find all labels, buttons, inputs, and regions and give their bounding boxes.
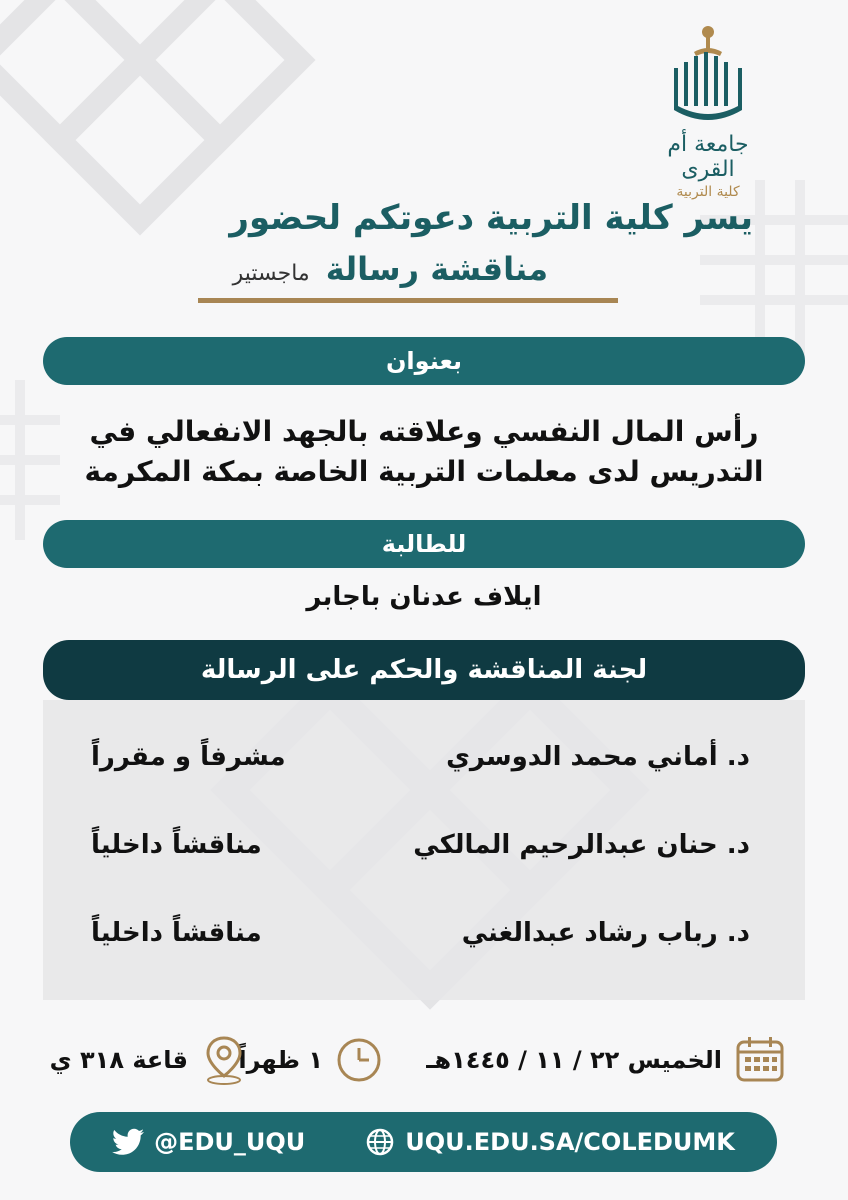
time-text: ١ ظهراً: [238, 1046, 323, 1074]
committee-list: [43, 700, 805, 1000]
defense-type: مناقشة رسالة: [325, 250, 548, 288]
member-name: د. رباب رشاد عبدالغني: [461, 918, 750, 948]
globe-icon: [365, 1127, 395, 1157]
twitter-handle[interactable]: [112, 1128, 305, 1156]
member-role: مناقشاً داخلياً: [91, 918, 262, 948]
location-pin-icon: [200, 1034, 248, 1086]
university-logo: [638, 18, 778, 200]
location-text: قاعة ٣١٨ ي: [49, 1046, 188, 1074]
twitter-icon: [112, 1128, 144, 1156]
defense-subline: [233, 250, 548, 288]
member-name: د. حنان عبدالرحيم المالكي: [413, 830, 750, 860]
thesis-title: رأس المال النفسي وعلاقته بالجهد الانفعالي في التدريس لدى معلمات التربية الخاصة بمكة المكرمة: [84, 415, 764, 488]
date-text: الخميس ٢٢ / ١١ / ١٤٤٥هـ: [426, 1046, 722, 1074]
committee-member: [43, 830, 805, 870]
footer-bar: [70, 1112, 777, 1172]
website-text: UQU.EDU.SA/COLEDUMK: [405, 1128, 735, 1156]
college-name: كلية التربية: [676, 184, 740, 200]
twitter-text: @EDU_UQU: [154, 1128, 306, 1156]
clock-icon: [335, 1036, 383, 1084]
degree-label: ماجستير: [232, 261, 310, 286]
invitation-headline: يسر كلية التربية دعوتكم لحضور: [229, 198, 753, 238]
event-location: [50, 1030, 248, 1090]
event-info: [0, 1030, 848, 1090]
committee-banner: لجنة المناقشة والحكم على الرسالة: [43, 640, 805, 700]
title-banner: بعنوان: [43, 337, 805, 385]
member-role: مشرفاً و مقرراً: [91, 742, 286, 772]
student-banner: للطالبة: [43, 520, 805, 568]
event-time: [238, 1030, 383, 1090]
university-name: جامعة أم القرى: [667, 132, 749, 182]
event-date: [426, 1030, 786, 1090]
logo-emblem-icon: [648, 18, 768, 128]
committee-member: [43, 742, 805, 782]
website-link[interactable]: [365, 1127, 735, 1157]
calendar-icon: [734, 1034, 786, 1086]
committee-member: [43, 918, 805, 958]
gold-divider: [198, 298, 618, 303]
student-name: ايلاف عدنان باجابر: [306, 582, 542, 612]
member-role: مناقشاً داخلياً: [91, 830, 262, 860]
member-name: د. أماني محمد الدوسري: [446, 742, 750, 772]
